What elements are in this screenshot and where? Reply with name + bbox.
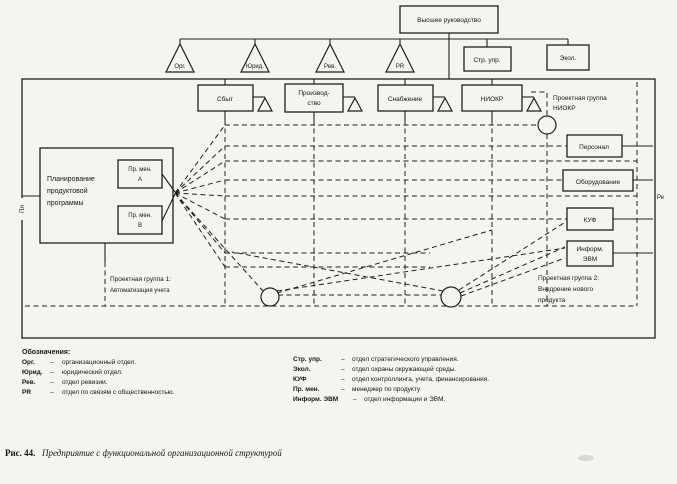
rnd-label: НИОКР [480, 96, 504, 103]
legend-term: Рев. [22, 379, 36, 386]
production-box [285, 84, 343, 112]
legend-def: отдел ревизии. [62, 379, 108, 386]
staff-stub-lines [180, 39, 568, 47]
legend-dash: – [353, 396, 357, 403]
project2-node [441, 287, 461, 307]
staff-triangles [166, 39, 589, 72]
legend-term: Экол. [293, 366, 311, 373]
legend-dash: – [341, 366, 345, 373]
legend-def: юридический отдел. [62, 369, 123, 376]
group2-label-2: Внедрение нового [538, 286, 594, 293]
sales-label: Сбыт [216, 96, 234, 103]
equipment-label: Оборудование [575, 179, 621, 186]
planning-axis-label: Пл [20, 205, 26, 213]
project-nodes [261, 116, 556, 307]
inform-evm-label-1: Информ. [576, 246, 604, 253]
group2-label-1: Проектная группа 2: [538, 275, 599, 282]
legend-term: Орг. [22, 359, 35, 366]
legend-def: отдел стратегического управления. [352, 356, 459, 363]
group2-label-3: продукта [538, 297, 566, 304]
kuf-label: КУФ [583, 217, 597, 224]
sales-balance-icon [258, 98, 272, 111]
legend-def: организационный отдел. [62, 359, 137, 366]
caption-text: Предприятие с функциональной организационной структурой [42, 448, 282, 458]
pr-triangle-label: PR [395, 64, 405, 70]
legend-def: отдел контроллинга, учета, финансирования. [352, 376, 490, 383]
legend-title: Обозначения: [22, 349, 71, 356]
functional-stub-lines [225, 79, 492, 85]
product-manager-b-label-2: В [137, 223, 143, 229]
group1-label-2: Автоматизация учета [110, 288, 170, 294]
product-manager-b-label-1: Пр. мен. [128, 213, 152, 219]
product-manager-a-label-1: Пр. мен. [128, 167, 152, 173]
legend-term: Информ. ЭВМ [293, 396, 339, 403]
column-stubs [225, 111, 492, 120]
planning-block [17, 148, 175, 243]
production-label-2: ство [307, 100, 321, 107]
legend-dash: – [50, 369, 54, 376]
figure-caption [5, 448, 282, 458]
legend [22, 348, 489, 403]
strategic-mgmt-label: Стр. упр. [473, 57, 501, 64]
functional-departments [198, 79, 541, 112]
personnel-label: Персонал [579, 144, 609, 151]
realization-axis-label: Ре [657, 195, 665, 201]
legend-term: КУФ [293, 376, 307, 383]
legend-term: Пр. мен. [293, 386, 320, 393]
group1-label-1: Проектная группа 1: [110, 276, 171, 283]
planning-label-1: Планирование [47, 176, 95, 183]
column-dashed-lines [225, 82, 637, 306]
legend-dash: – [341, 356, 345, 363]
rnd-balance-icon [527, 98, 541, 111]
production-label-1: Производ- [298, 90, 330, 97]
planning-label-3: программы [47, 200, 84, 207]
legend-term: PR [22, 389, 32, 396]
legend-dash: – [341, 376, 345, 383]
product-manager-b-box [118, 206, 162, 234]
project-diagonal-lines [232, 221, 567, 296]
audit-triangle-label: Рев. [324, 64, 336, 70]
niokr-group-label-2: НИОКР [553, 105, 576, 112]
legal-triangle-label: Юрид. [246, 64, 264, 70]
legend-def: менеджер по продукту [352, 386, 421, 393]
legend-dash: – [50, 379, 54, 386]
org-triangle-label: Орг. [174, 64, 186, 70]
product-manager-a-label-2: А [137, 177, 143, 183]
legend-dash: – [50, 389, 54, 396]
legend-term: Стр. упр. [293, 356, 322, 363]
niokr-project-node [538, 116, 556, 134]
supply-label: Снабжение [387, 96, 423, 103]
production-balance-icon [348, 98, 362, 111]
legend-def: отдел по связям с общественностью. [62, 389, 175, 396]
project-group-labels [110, 95, 607, 304]
caption-number: Рис. 44. [5, 448, 36, 458]
supply-balance-icon [438, 98, 452, 111]
top-management-label: Высшее руководство [417, 17, 481, 24]
project1-node [261, 288, 279, 306]
niokr-group-label-1: Проектная группа [553, 95, 607, 102]
ecology-label: Экол. [559, 55, 577, 62]
planning-label-2: продуктовой [47, 188, 88, 195]
legend-def: отдел охраны окружающей среды. [352, 366, 457, 373]
service-units [563, 135, 665, 266]
legend-term: Юрид. [22, 369, 43, 376]
product-manager-a-box [118, 160, 162, 188]
legend-def: отдел информации и ЭВМ. [364, 396, 446, 403]
manager-fan-lines [175, 125, 263, 291]
inform-evm-label-2: ЭВМ [582, 256, 598, 263]
scan-smudge [578, 455, 594, 461]
legend-dash: – [50, 359, 54, 366]
legend-dash: – [341, 386, 345, 393]
